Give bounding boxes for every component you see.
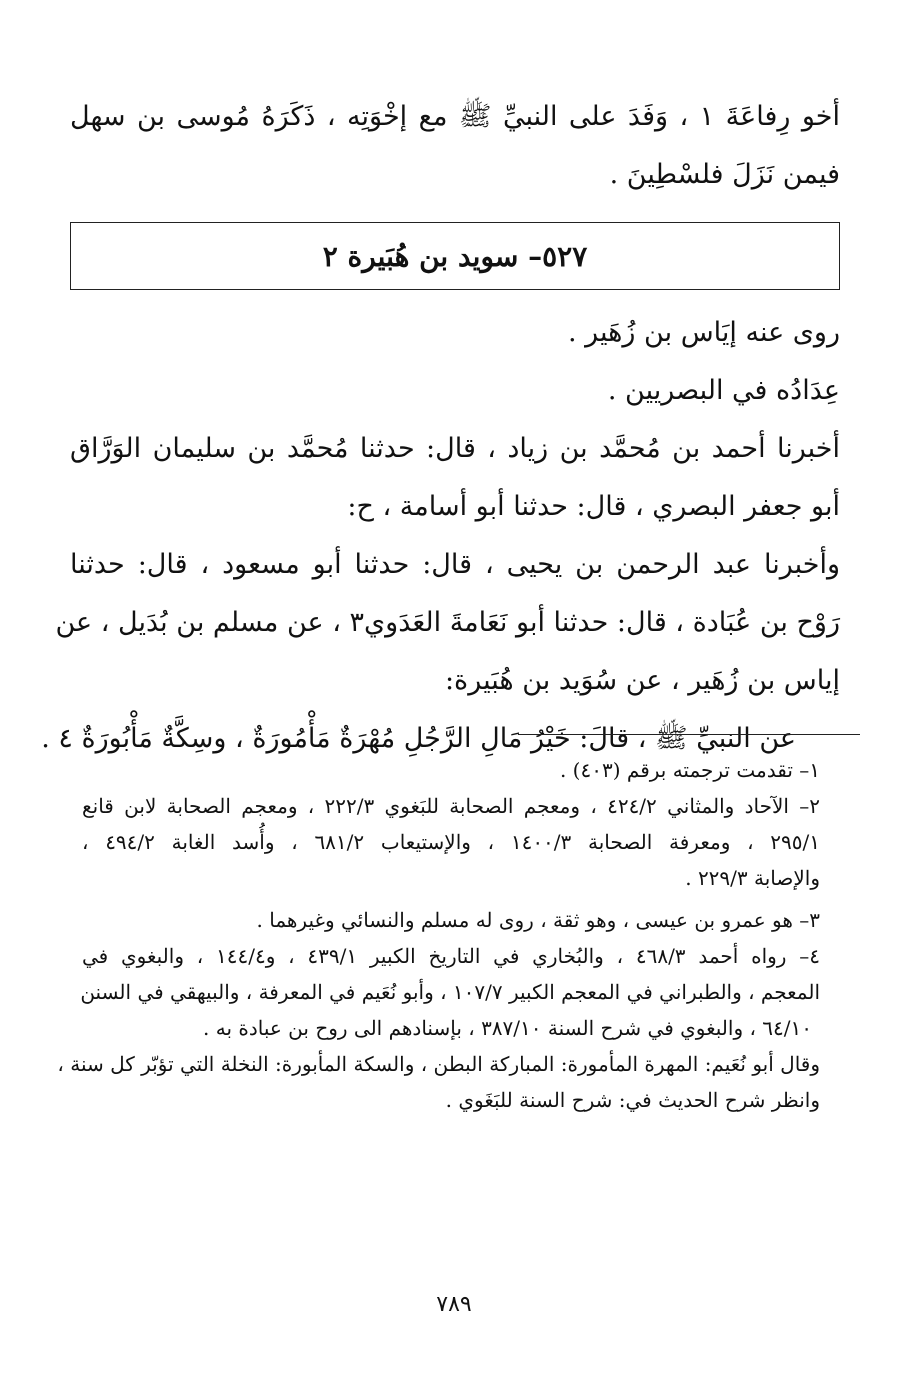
body-line-8: عن النبيِّ ﷺ ، قالَ: خَيْرُ مَالِ الرَّجُلِ مُهْرَةٌ مَأْمُورَةٌ ، وسِكَّةٌ مَأْبُورَةٌ ٤ . <box>41 723 796 754</box>
footnote-4-line-1: ٤– رواه أحمد ٤٦٨/٣ ، والبُخاري في التاريخ الكبير ٤٣٩/١ ، و١٤٤/٤ ، والبغوي في <box>82 944 820 968</box>
footnote-separator <box>518 734 860 735</box>
text-line-2: فيمن نَزَلَ فلسْطِينَ . <box>609 159 840 190</box>
footnote-4-line-2: المعجم ، والطبراني في المعجم الكبير ١٠٧/٧ ، وأبو نُعَيم في المعرفة ، والبيهقي في السنن <box>80 980 820 1004</box>
footnotes <box>57 752 820 1118</box>
body-line-4: أبو جعفر البصري ، قال: حدثنا أبو أسامة ، ح: <box>347 491 840 522</box>
footnote-1: ١– تقدمت ترجمته برقم (٤٠٣) . <box>559 758 820 782</box>
footnote-2-line-3: والإصابة ٢٢٩/٣ . <box>685 866 820 890</box>
footnote-4-line-3: ٦٤/١٠ ، والبغوي في شرح السنة ٣٨٧/١٠ ، بإسنادهم الى روح بن عبادة به . <box>203 1016 812 1040</box>
body-line-1: روى عنه إيَاس بن زُهَير . <box>567 317 840 348</box>
footnote-4-line-4: وقال أبو نُعَيم: المهرة المأمورة: المباركة البطن ، والسكة المأبورة: النخلة التي تؤبّر كل سنة ، <box>57 1052 820 1076</box>
footnote-3: ٣– هو عمرو بن عيسى ، وهو ثقة ، روى له مسلم والنسائي وغيرهما . <box>256 908 820 932</box>
body-line-7: إياس بن زُهَير ، عن سُوَيد بن هُبَيرة: <box>444 665 840 696</box>
body-line-6: رَوْح بن عُبَادة ، قال: حدثنا أبو نَعَامةَ العَدَوي٣ ، عن مسلم بن بُدَيل ، عن <box>55 607 840 638</box>
page-number: ٧٨٩ <box>436 1292 472 1317</box>
footnote-2-line-2: ٢٩٥/١ ، ومعرفة الصحابة ١٤٠٠/٣ ، والإستيعاب ٦٨١/٢ ، وأُسد الغابة ٤٩٤/٢ ، <box>82 830 820 854</box>
footnote-4-line-5: وانظر شرح الحديث في: شرح السنة للبَغَوي . <box>445 1088 820 1112</box>
entry-title: ٥٢٧– سويد بن هُبَيرة ٢ <box>322 239 588 273</box>
main-text <box>41 88 840 768</box>
footnote-2-line-1: ٢– الآحاد والمثاني ٤٢٤/٢ ، ومعجم الصحابة للبَغوي ٢٢٢/٣ ، ومعجم الصحابة لابن قانع <box>82 794 820 818</box>
body-line-2: عِدَادُه في البصريين . <box>607 375 840 406</box>
body-line-3: أخبرنا أحمد بن مُحمَّد بن زياد ، قال: حدثنا مُحمَّد بن سليمان الوَرَّاق <box>70 433 840 464</box>
body-line-5: وأخبرنا عبد الرحمن بن يحيى ، قال: حدثنا أبو مسعود ، قال: حدثنا <box>70 549 840 580</box>
text-line-1: أخو رِفاعَةَ ١ ، وَفَدَ على النبيِّ ﷺ مع إخْوَتِه ، ذَكَرَهُ مُوسى بن سهل <box>70 101 840 132</box>
entry-title-box <box>70 222 840 290</box>
